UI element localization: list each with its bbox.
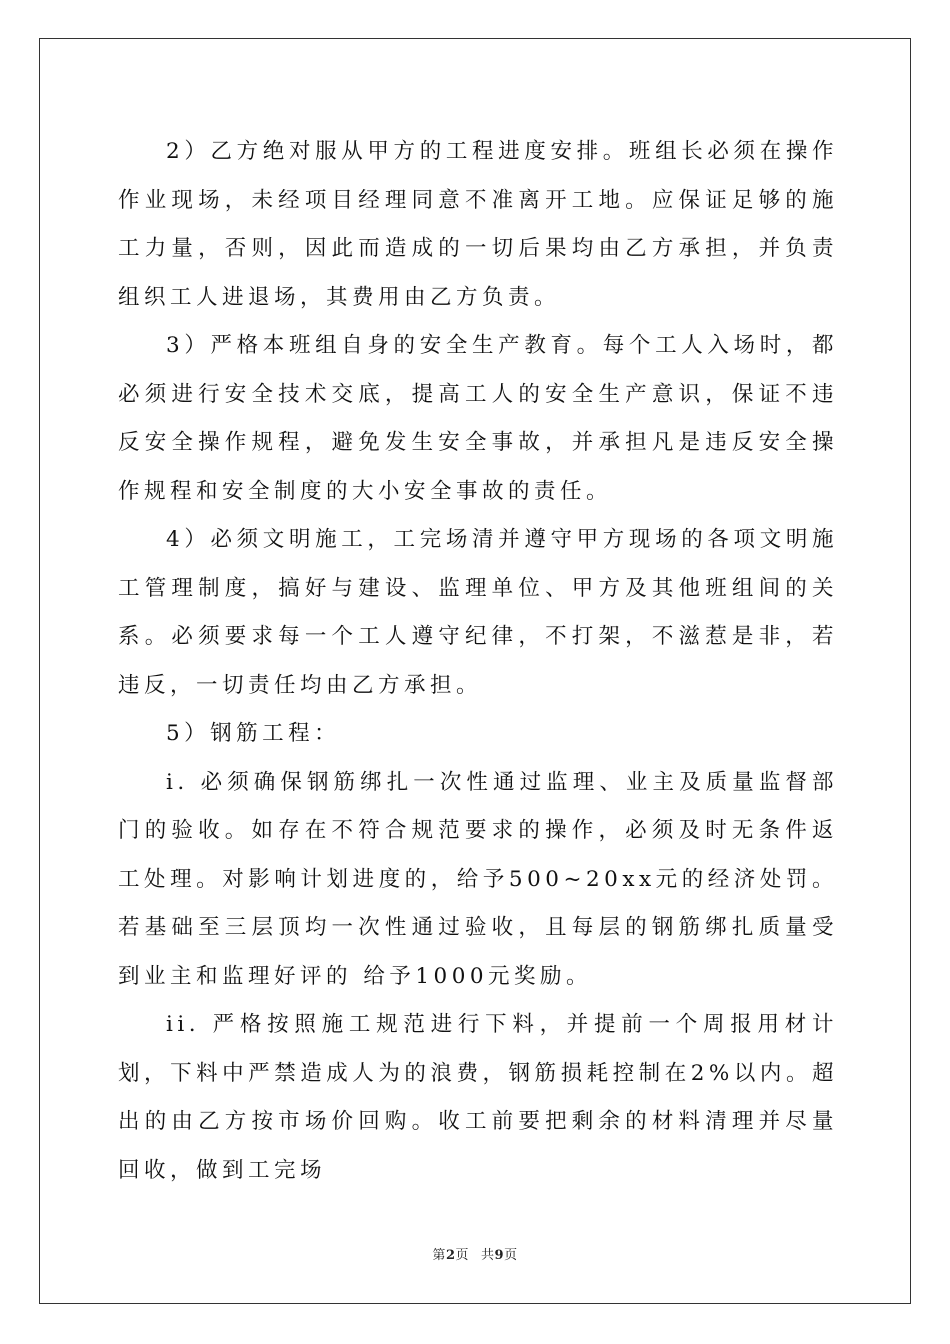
paragraph-5-ii: ii. 严格按照施工规范进行下料，并提前一个周报用材计划，下料中严禁造成人为的浪费，钢筋损耗控制在2%以内。超出的由乙方按市场价回购。收工前要把剩余的材料清理并尽量回收，做到工完场	[118, 1012, 838, 1183]
page-prefix: 第	[432, 1248, 446, 1263]
paragraph-4: 4）必须文明施工，工完场清并遵守甲方现场的各项文明施工管理制度，搞好与建设、监理单位、甲方及其他班组间的关系。必须要求每一个工人遵守纪律，不打架，不滋惹是非，若违反，一切责任均由乙方承担。	[118, 527, 838, 698]
page-suffix: 页	[455, 1248, 469, 1263]
page-footer	[0, 1247, 950, 1265]
paragraph-5-heading: 5）钢筋工程：	[166, 721, 341, 746]
total-pages: 9	[494, 1248, 505, 1263]
total-suffix: 页	[504, 1248, 518, 1263]
paragraph-3: 3）严格本班组自身的安全生产教育。每个工人入场时，都必须进行安全技术交底，提高工人的安全生产意识，保证不违反安全操作规程，避免发生安全事故，并承担凡是违反安全操作规程和安全制度的大小安全事故的责任。	[118, 333, 838, 504]
paragraph-2: 2）乙方绝对服从甲方的工程进度安排。班组长必须在操作作业现场，未经项目经理同意不准离开工地。应保证足够的施工力量，否则，因此而造成的一切后果均由乙方承担，并负责组织工人进退场，其费用由乙方负责。	[118, 139, 838, 310]
total-prefix: 共	[481, 1248, 495, 1263]
paragraph-5-i: i. 必须确保钢筋绑扎一次性通过监理、业主及质量监督部门的验收。如存在不符合规范要求的操作，必须及时无条件返工处理。对影响计划进度的，给予500~20xx元的经济处罚。若基础至三层顶均一次性通过验收，且每层的钢筋绑扎质量受到业主和监理好评的 给予1000元奖励。	[118, 769, 838, 989]
page-number: 2	[445, 1248, 456, 1263]
document-body	[118, 128, 838, 1195]
